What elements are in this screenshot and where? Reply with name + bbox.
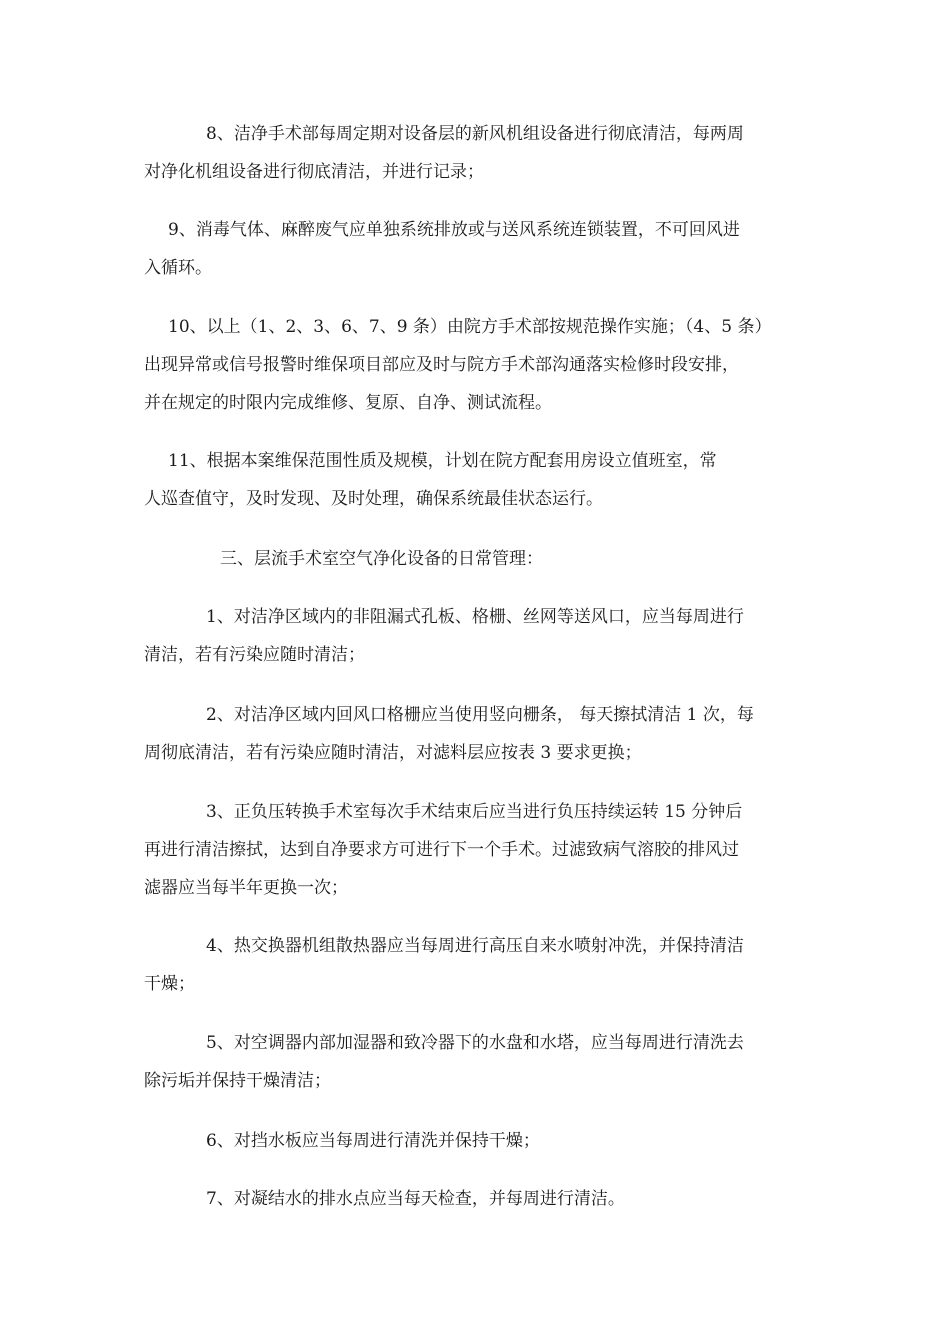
text-line: 5、对空调器内部加湿器和致冷器下的水盘和水塔，应当每周进行清洗去 — [206, 1033, 744, 1053]
paragraph-item-1 — [144, 598, 810, 674]
paragraph-item-10 — [144, 308, 810, 422]
paragraph-item-6 — [144, 1122, 810, 1160]
text-line: 7、对凝结水的排水点应当每天检查，并每周进行清洁。 — [206, 1189, 625, 1209]
text-line: 3、正负压转换手术室每次手术结束后应当进行负压持续运转 15 分钟后 — [206, 802, 743, 822]
text-line: 11、根据本案维保范围性质及规模，计划在院方配套用房设立值班室，常 — [168, 451, 717, 471]
text-line: 除污垢并保持干燥清洁； — [144, 1071, 331, 1091]
text-line: 4、热交换器机组散热器应当每周进行高压自来水喷射冲洗，并保持清洁 — [206, 936, 744, 956]
text-line: 并在规定的时限内完成维修、复原、自净、测试流程。 — [144, 393, 552, 413]
text-line: 干燥； — [144, 974, 195, 994]
text-line: 10、以上（1、2、3、6、7、9 条）由院方手术部按规范操作实施；（4、5 条） — [168, 317, 772, 337]
text-line: 出现异常或信号报警时维保项目部应及时与院方手术部沟通落实检修时段安排， — [144, 355, 739, 375]
text-line: 周彻底清洁，若有污染应随时清洁，对滤料层应按表 3 要求更换； — [144, 743, 642, 763]
paragraph-item-9 — [144, 211, 810, 287]
text-line: 8、洁净手术部每周定期对设备层的新风机组设备进行彻底清洁，每两周 — [206, 124, 744, 144]
text-line: 入循环。 — [144, 258, 212, 278]
paragraph-item-7 — [144, 1180, 810, 1218]
paragraph-item-11 — [144, 442, 810, 518]
text-line: 清洁，若有污染应随时清洁； — [144, 645, 365, 665]
text-line: 滤器应当每半年更换一次； — [144, 878, 348, 898]
heading-text: 三、层流手术室空气净化设备的日常管理： — [220, 549, 543, 569]
text-line: 9、消毒气体、麻醉废气应单独系统排放或与送风系统连锁装置，不可回风进 — [168, 220, 740, 240]
paragraph-item-5 — [144, 1024, 810, 1100]
paragraph-item-4 — [144, 927, 810, 1003]
paragraph-item-8 — [144, 115, 810, 191]
text-line: 1、对洁净区域内的非阻漏式孔板、格栅、丝网等送风口，应当每周进行 — [206, 607, 744, 627]
text-line: 人巡查值守，及时发现、及时处理，确保系统最佳状态运行。 — [144, 489, 603, 509]
text-line: 再进行清洁擦拭，达到自净要求方可进行下一个手术。过滤致病气溶胶的排风过 — [144, 840, 739, 860]
text-line: 6、对挡水板应当每周进行清洗并保持干燥； — [206, 1131, 540, 1151]
text-line: 对净化机组设备进行彻底清洁，并进行记录； — [144, 162, 484, 182]
section-heading — [144, 540, 810, 578]
paragraph-item-2 — [144, 696, 810, 772]
text-line: 2、对洁净区域内回风口格栅应当使用竖向栅条， 每天擦拭清洁 1 次，每 — [206, 705, 754, 725]
paragraph-item-3 — [144, 793, 810, 907]
